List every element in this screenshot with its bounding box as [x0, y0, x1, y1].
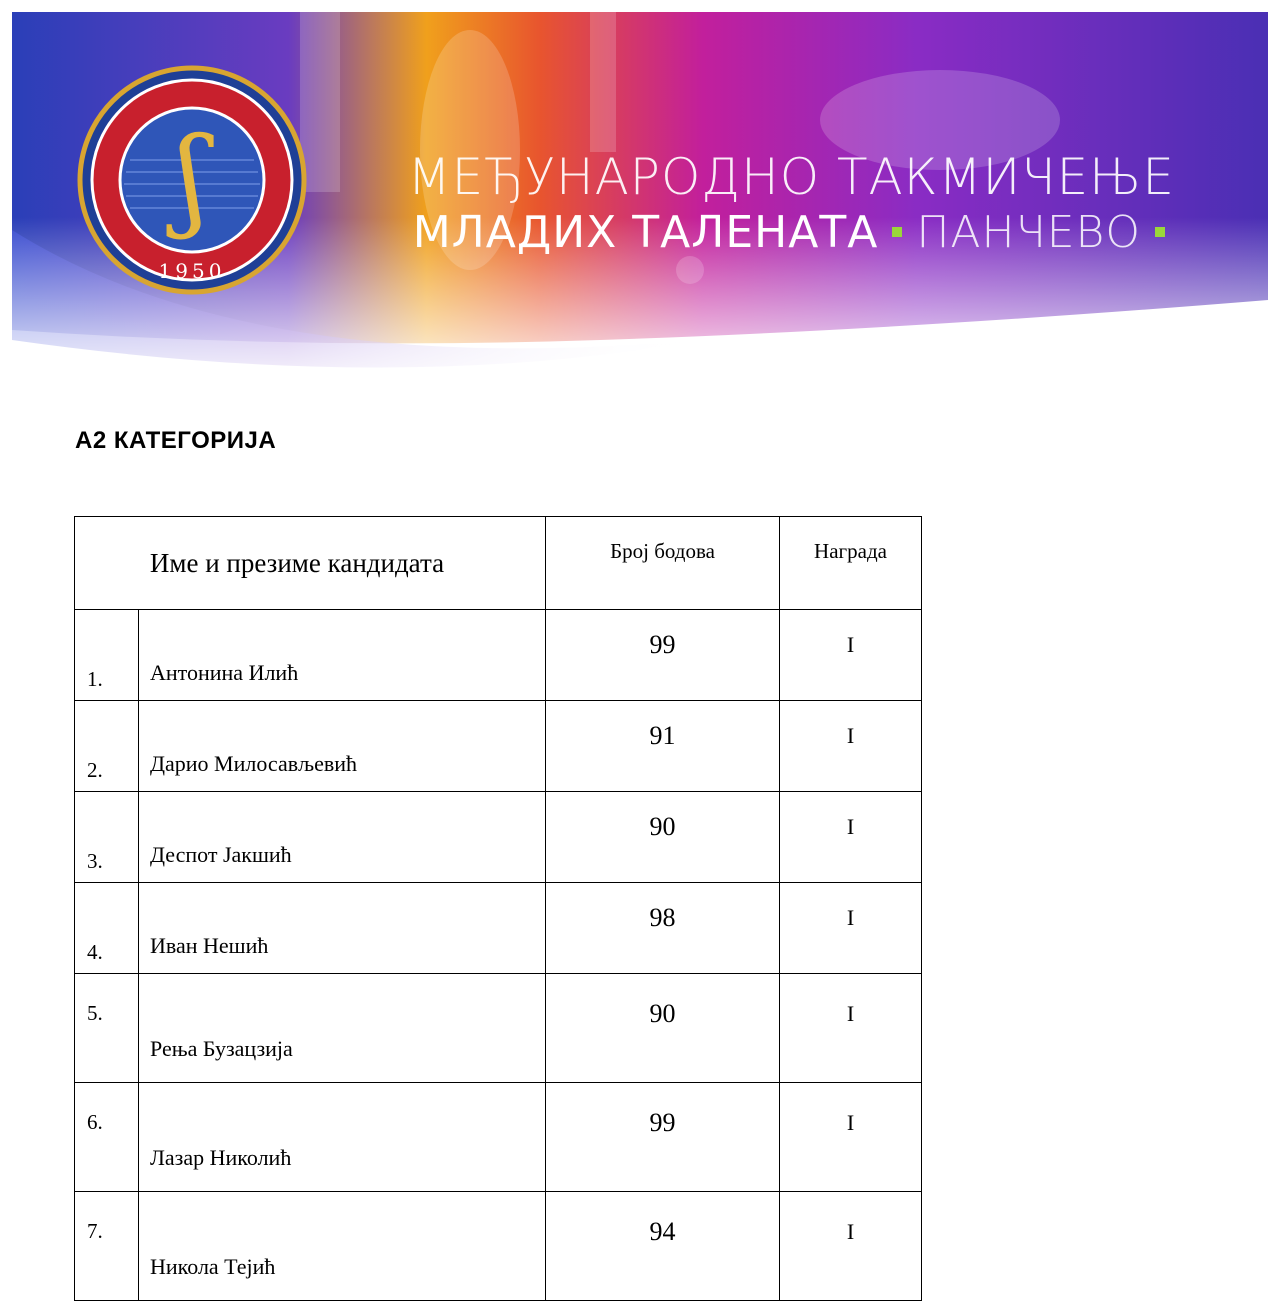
header-points: Број бодова [546, 517, 780, 610]
dot-separator [892, 227, 902, 237]
candidate-name: Иван Нешић [139, 883, 546, 974]
row-number: 6. [75, 1083, 139, 1192]
table-row [75, 610, 922, 701]
row-number: 5. [75, 974, 139, 1083]
candidate-name: Дарио Милосављевић [139, 701, 546, 792]
table-row [75, 974, 922, 1083]
row-number: 2. [75, 701, 139, 792]
award-cell: I [780, 792, 922, 883]
award-cell: I [780, 1083, 922, 1192]
candidate-name: Никола Тејић [139, 1192, 546, 1301]
banner-subtitle: МЛАДИХ ТАЛЕНАТА [412, 207, 879, 258]
points-cell: 90 [546, 974, 780, 1083]
svg-text:1950: 1950 [158, 259, 226, 283]
header-banner [0, 0, 1275, 395]
candidate-name: Рења Бузацзија [139, 974, 546, 1083]
points-cell: 91 [546, 701, 780, 792]
dot-separator [1155, 227, 1165, 237]
table-row [75, 1083, 922, 1192]
banner-title-line1: МЕЂУНАРОДНО ТАКМИЧЕЊЕ [407, 148, 1175, 206]
row-number: 3. [75, 792, 139, 883]
header-name: Име и презиме кандидата [75, 517, 546, 610]
svg-text:ʃ: ʃ [177, 113, 207, 241]
points-cell: 99 [546, 610, 780, 701]
award-cell: I [780, 883, 922, 974]
banner-city: ПАНЧЕВО [916, 207, 1141, 258]
table-header-row [75, 517, 922, 610]
results-table [74, 516, 922, 1301]
award-cell: I [780, 701, 922, 792]
banner-title-line2 [0, 207, 1275, 258]
row-number: 4. [75, 883, 139, 974]
award-cell: I [780, 1192, 922, 1301]
header-award: Награда [780, 517, 922, 610]
candidate-name: Деспот Јакшић [139, 792, 546, 883]
points-cell: 94 [546, 1192, 780, 1301]
category-title: А2 КАТЕГОРИЈА [75, 427, 277, 454]
candidate-name: Лазар Николић [139, 1083, 546, 1192]
table-row [75, 883, 922, 974]
points-cell: 90 [546, 792, 780, 883]
candidate-name: Антонина Илић [139, 610, 546, 701]
row-number: 7. [75, 1192, 139, 1301]
table-row [75, 1192, 922, 1301]
table-row [75, 792, 922, 883]
award-cell: I [780, 610, 922, 701]
points-cell: 99 [546, 1083, 780, 1192]
row-number: 1. [75, 610, 139, 701]
points-cell: 98 [546, 883, 780, 974]
table-row [75, 701, 922, 792]
award-cell: I [780, 974, 922, 1083]
